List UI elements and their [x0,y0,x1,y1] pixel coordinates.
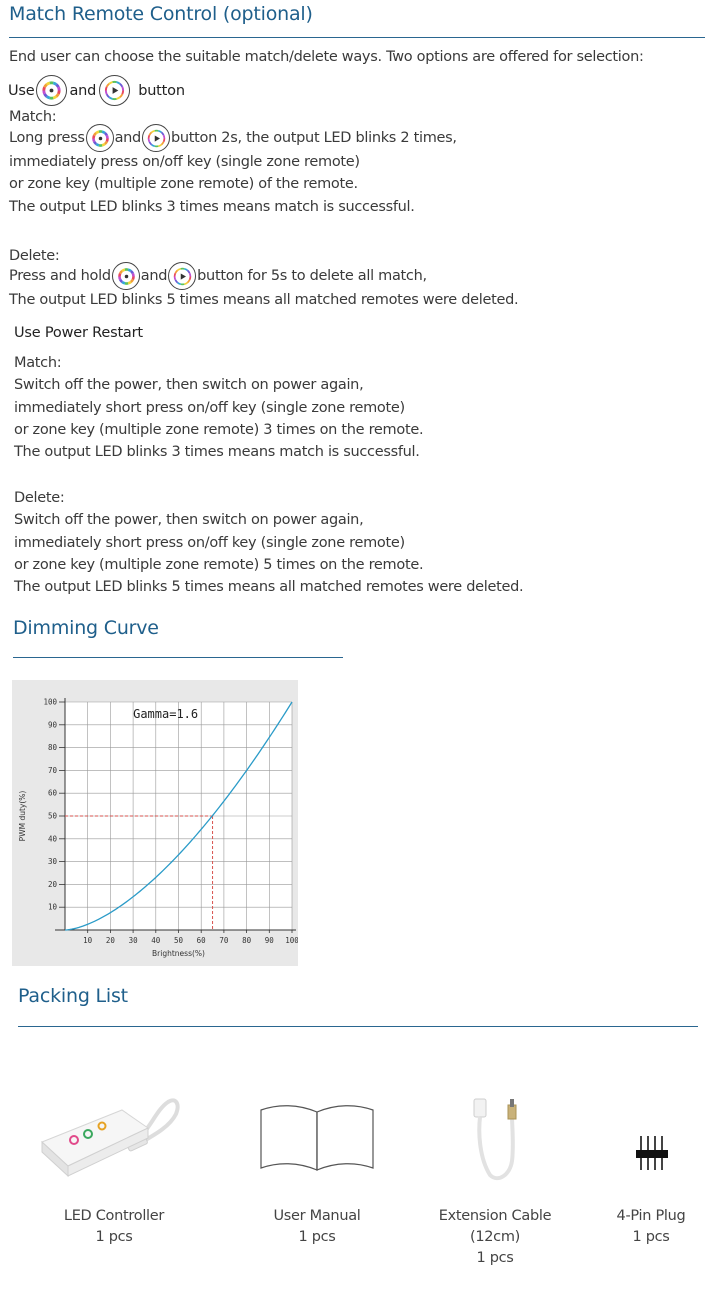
x-tick-label: 80 [242,936,252,945]
match-line-4: The output LED blinks 3 times means match is successful. [9,198,415,215]
section-divider [18,1026,698,1027]
section-divider [9,37,705,38]
extension-cable-image [468,1095,528,1185]
x-tick-label: 70 [219,936,229,945]
led-controller-image [38,1090,188,1180]
use-buttons-row [8,75,185,106]
play-button-icon [142,124,170,152]
y-tick-label: 30 [47,857,57,867]
x-tick-label: 30 [128,936,138,945]
pr-delete-line-3: immediately short press on/off key (single zone remote) [14,534,405,551]
pack-item-qty: 1 pcs [298,1229,336,1245]
color-wheel-icon [36,75,67,106]
user-manual-image [258,1100,378,1175]
delete-line-2: The output LED blinks 5 times means all matched remotes were deleted. [9,292,519,308]
4-pin-plug-image [634,1134,670,1174]
x-tick-label: 10 [83,936,93,945]
use-label: Use [8,82,35,99]
pack-item-name: Extension Cable [438,1208,552,1224]
x-tick-label: 50 [173,936,184,945]
match-line-2: immediately press on/off key (single zone remote) [9,154,360,170]
and-label: and [140,268,168,284]
match-label: Match: [9,109,57,125]
long-press-label: Long press [9,130,85,146]
y-axis-label: PWM duty(%) [18,790,27,842]
power-restart-delete [14,487,523,598]
play-button-icon [99,75,130,106]
pack-item-qty: 1 pcs [95,1229,133,1245]
pack-item-4-pin-plug [571,1206,709,1248]
press-hold-row [9,262,427,290]
pr-match-line-4: or zone key (multiple zone remote) 3 times on the remote. [14,421,424,438]
pr-delete-line-2: Switch off the power, then switch on power again, [14,512,364,529]
pr-match-line-3: immediately short press on/off key (single zone remote) [14,399,405,416]
dimming-chart-svg [12,680,298,966]
play-button-icon [168,262,196,290]
pack-item-user-manual [237,1206,397,1248]
y-tick-label: 50 [47,811,57,821]
match-line-1: button 2s, the output LED blinks 2 times, [170,130,457,146]
y-tick-label: 10 [47,902,57,912]
button-label: button [138,82,185,99]
pr-match-line-1: Match: [14,355,62,371]
x-axis-label: Brightness(%) [152,949,205,958]
pr-delete-line-5: The output LED blinks 5 times means all matched remotes were deleted. [14,579,524,596]
pr-match-line-5: The output LED blinks 3 times means match is successful. [14,444,420,461]
pack-item-name: LED Controller [63,1208,165,1224]
pack-item-name: User Manual [273,1208,361,1224]
match-line-3: or zone key (multiple zone remote) of the remote. [9,176,358,193]
y-tick-label: 20 [47,879,57,889]
power-restart-match [14,352,423,463]
press-hold-label: Press and hold [9,268,111,284]
and-label: and [69,82,97,99]
long-press-row [9,124,457,152]
power-restart-title: Use Power Restart [14,325,143,341]
gamma-annotation: Gamma=1.6 [133,707,199,721]
section-divider [13,657,343,658]
dimming-chart [12,680,298,966]
x-tick-label: 90 [264,936,274,945]
x-tick-label: 20 [105,936,115,945]
y-tick-label: 40 [47,834,57,844]
y-tick-label: 60 [47,788,57,798]
y-tick-label: 100 [43,697,57,707]
pack-item-led-controller [34,1206,194,1248]
pack-item-qty: 1 pcs [476,1250,514,1266]
y-tick-label: 80 [47,743,57,753]
pack-item-name: 4-Pin Plug [616,1208,686,1224]
pr-delete-line-4: or zone key (multiple zone remote) 5 times on the remote. [14,556,424,573]
pr-delete-line-1: Delete: [14,490,65,506]
x-tick-label: 100 [285,936,298,945]
section-title-dimming: Dimming Curve [13,617,159,639]
color-wheel-icon [86,124,114,152]
and-label: and [114,130,141,146]
delete-label: Delete: [9,248,60,264]
match-instructions [9,151,415,218]
x-tick-label: 40 [151,936,161,945]
pack-item-length: (12cm) [469,1229,521,1245]
pack-item-extension-cable [415,1206,575,1269]
intro-text: End user can choose the suitable match/delete ways. Two options are offered for selection: [9,49,644,65]
x-tick-label: 60 [196,936,206,945]
section-title-packing: Packing List [18,985,128,1007]
pr-match-line-2: Switch off the power, then switch on power again, [14,377,364,394]
y-tick-label: 90 [47,720,57,730]
pack-item-qty: 1 pcs [632,1229,670,1245]
y-tick-label: 70 [47,765,57,775]
color-wheel-icon [112,262,140,290]
delete-line-1: button for 5s to delete all match, [197,268,427,284]
section-title-match-remote: Match Remote Control (optional) [9,3,313,25]
